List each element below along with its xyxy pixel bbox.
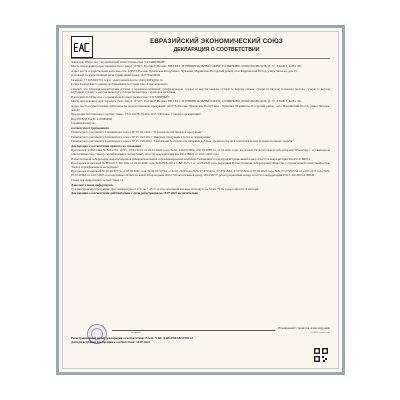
applicant-contacts: Телефон: +7 4952401716 Адрес электронной почты: mirny2003@list.ru — [71, 77, 163, 82]
basis-heading: Декларация о соответствии принята на основании — [71, 143, 142, 148]
basis-tests-2: Протоколов испытаний № ВЛ-1613, ВЛ-1621 от 22.01.2020 года, №№ В08-2674/1, ВЛ-3675/1 от 12.03.2020 года, выданных Испытательной лабораторией Общества с ограниченной ответственностью "Центр сертификации и экспертизы" — [71, 161, 330, 169]
signature-caption: (подпись) — [131, 331, 141, 334]
signature-block — [71, 327, 330, 345]
storage-conditions: Условия хранения продукции: при температуре от 0 °С до + 25 °С и относительной влажности воздуха не более 75 %. Срок годности: 6 месяцев. — [71, 186, 260, 191]
union-title: ЕВРАЗИЙСКИЙ ЭКОНОМИЧЕСКИЙ СОЮЗ — [150, 38, 283, 45]
applicant-address: Место нахождения (адрес юридического лица): 107207, Россия, Г.Москва, ВН.ТЕР.Г. МУНИЦИПАЛЬНЫЙ ОКРУГ ГОЛЬЯНОВО, Ш ЩЕЛКОВСКОЕ, Д. 77, ЭТАЖ 3, КОМ. 301 — [71, 64, 302, 69]
registration-date: Дата регистрации декларации о соответствии: 14.07.2022 — [71, 339, 150, 344]
header-divider — [71, 58, 330, 59]
eac-logo — [71, 36, 93, 58]
additional-heading: Дополнительная информация — [71, 182, 113, 187]
declaration-document — [56, 25, 345, 375]
signature-captions — [71, 331, 330, 335]
document-body — [71, 61, 330, 197]
regulation-item: Технического регламента Таможенного союза ТР ТС 022/2011 "Пищевая продукция в части ее маркировки" — [71, 134, 212, 139]
qr-code-icon — [314, 348, 328, 362]
eac-mark-icon — [74, 43, 90, 52]
regulation-item: Технического регламента Таможенного союза ТР ТС 021/2011 "О безопасности пищевой продукции" — [71, 130, 203, 135]
applicant-activity-address: Адрес места осуществления деятельности: 429573, Россия, Чувашская Республика - Чувашия, Мариинско-Посадский район, село Мариинский Посад, улица Чкалова, дом 19 — [71, 68, 297, 73]
document-title: ДЕКЛАРАЦИЯ О СООТВЕТСТВИИ — [173, 47, 260, 53]
basis-tests: Протоколов испытаний №ВЛ-17/01 20/01, 18/01/2018 от 20.01.2020 года, №№ 449/03/2064, 450/03/2086 от 12.03.2020 года, выданных Испытательной лабораторией Общества с ограниченной ответственностью "Центр сертификации и экспертизы", аттестат аккредитации RA.RU.21ББ01 от 19.07.2021 года — [71, 148, 330, 157]
produced-by: Продукция изготовлена в соответствии с СТО 16278150-002-2015 "Печенье. Стандарт организации". — [71, 112, 202, 117]
batch-type: Серийный выпуск — [71, 120, 95, 125]
validity-period: Декларация о соответствии действительна с даты регистрации по 13.07.2025 включительно — [71, 191, 198, 196]
basis-accreditation: Испытательной лаборатории аккредитованной (Межрегиональной сертификационной компании Таможенного союза) регистрационный номер аттестата аккредитации RA.RU.21ББ054 — [71, 156, 310, 161]
manufacturer-address: Место нахождения (адрес юридического лица): 107207, Россия, Г.Москва, ВН.ТЕР.Г. МУНИЦИПАЛЬНЫЙ ОКРУГ ГОЛЬЯНОВО, Ш ЩЕЛКОВСКОЕ, Д. 77, ЭТАЖ 3, КОМ. 301 — [71, 99, 302, 104]
production-address: Адрес места осуществления деятельности по изготовлению продукции: 429573, Россия, Чувашская Республика - Чувашия, Мариинско-Посадский район, село Мариинский Посад, улица Чкалова, дом 19 — [71, 103, 330, 112]
applicant-ogrn: Основной государственный регистрационный номер 1027739459068 — [71, 73, 160, 78]
applicant-person: в лице Генерального директора Ильященкого Станислава Александровича — [71, 82, 168, 87]
regulation-item: Технического регламента Таможенного союза ТР ТС 029/2012 "Требования безопасности пищевых добавок, ароматизаторов и технологических вспомогательных средств" — [71, 139, 294, 144]
declaration-statement: заявляет, что Изделия кондитерские мучные с кремовой начинкой: сухари-крекеры, сухари со вкусом ванили, сухари со вкусом сливок, сухари со вкусом топленого молока, сухари со вкусом клубники, сухари со вкусом шоколада, сухари бисквитные с кремовой начинкой — [71, 86, 330, 95]
registration-number: Регистрационный номер декларации о соответствии: ЕАЭС N RU Д-RU.РА01.В.97095/22 — [71, 335, 193, 340]
complies-heading: соответствует требованиям — [71, 125, 109, 130]
basis-scheme: Схема декларирования соответствия: 1д — [71, 177, 124, 182]
tn-ved-code: Код ТН ВЭД ЕАЭС 2105000000 — [71, 116, 113, 121]
signatory-name: Ильященкий Станислав Александрович — [278, 326, 330, 331]
manufacturer: Изготовитель Общество с ограниченной ответственностью "СП МИРНЫЙ" — [71, 94, 170, 99]
basis-tests-3: Протоколов испытаний № 30 40/3277А от 07.02.2020 года, № 34 05/3272А от 22.01.2020 года, №№ 07-074543А, 07-074554А, 07-074558А от 07.02.2025 года, №№ 07-0745557А от 14.07.2025 года, №№ 07-074556А от 14.07.2025 года выданных Испытательной лабораторией ООО "Испытательный центр ЭКСПЕРТ" регистрационный номер аттестата аккредитации РОСС RU.0001.21ПП42 — [71, 169, 330, 178]
applicant-lead: Заявитель Общество с ограниченной ответственностью "СП МИРНЫЙ" — [71, 60, 166, 64]
name-caption: (Ф.И.О. заявителя) — [310, 331, 330, 334]
